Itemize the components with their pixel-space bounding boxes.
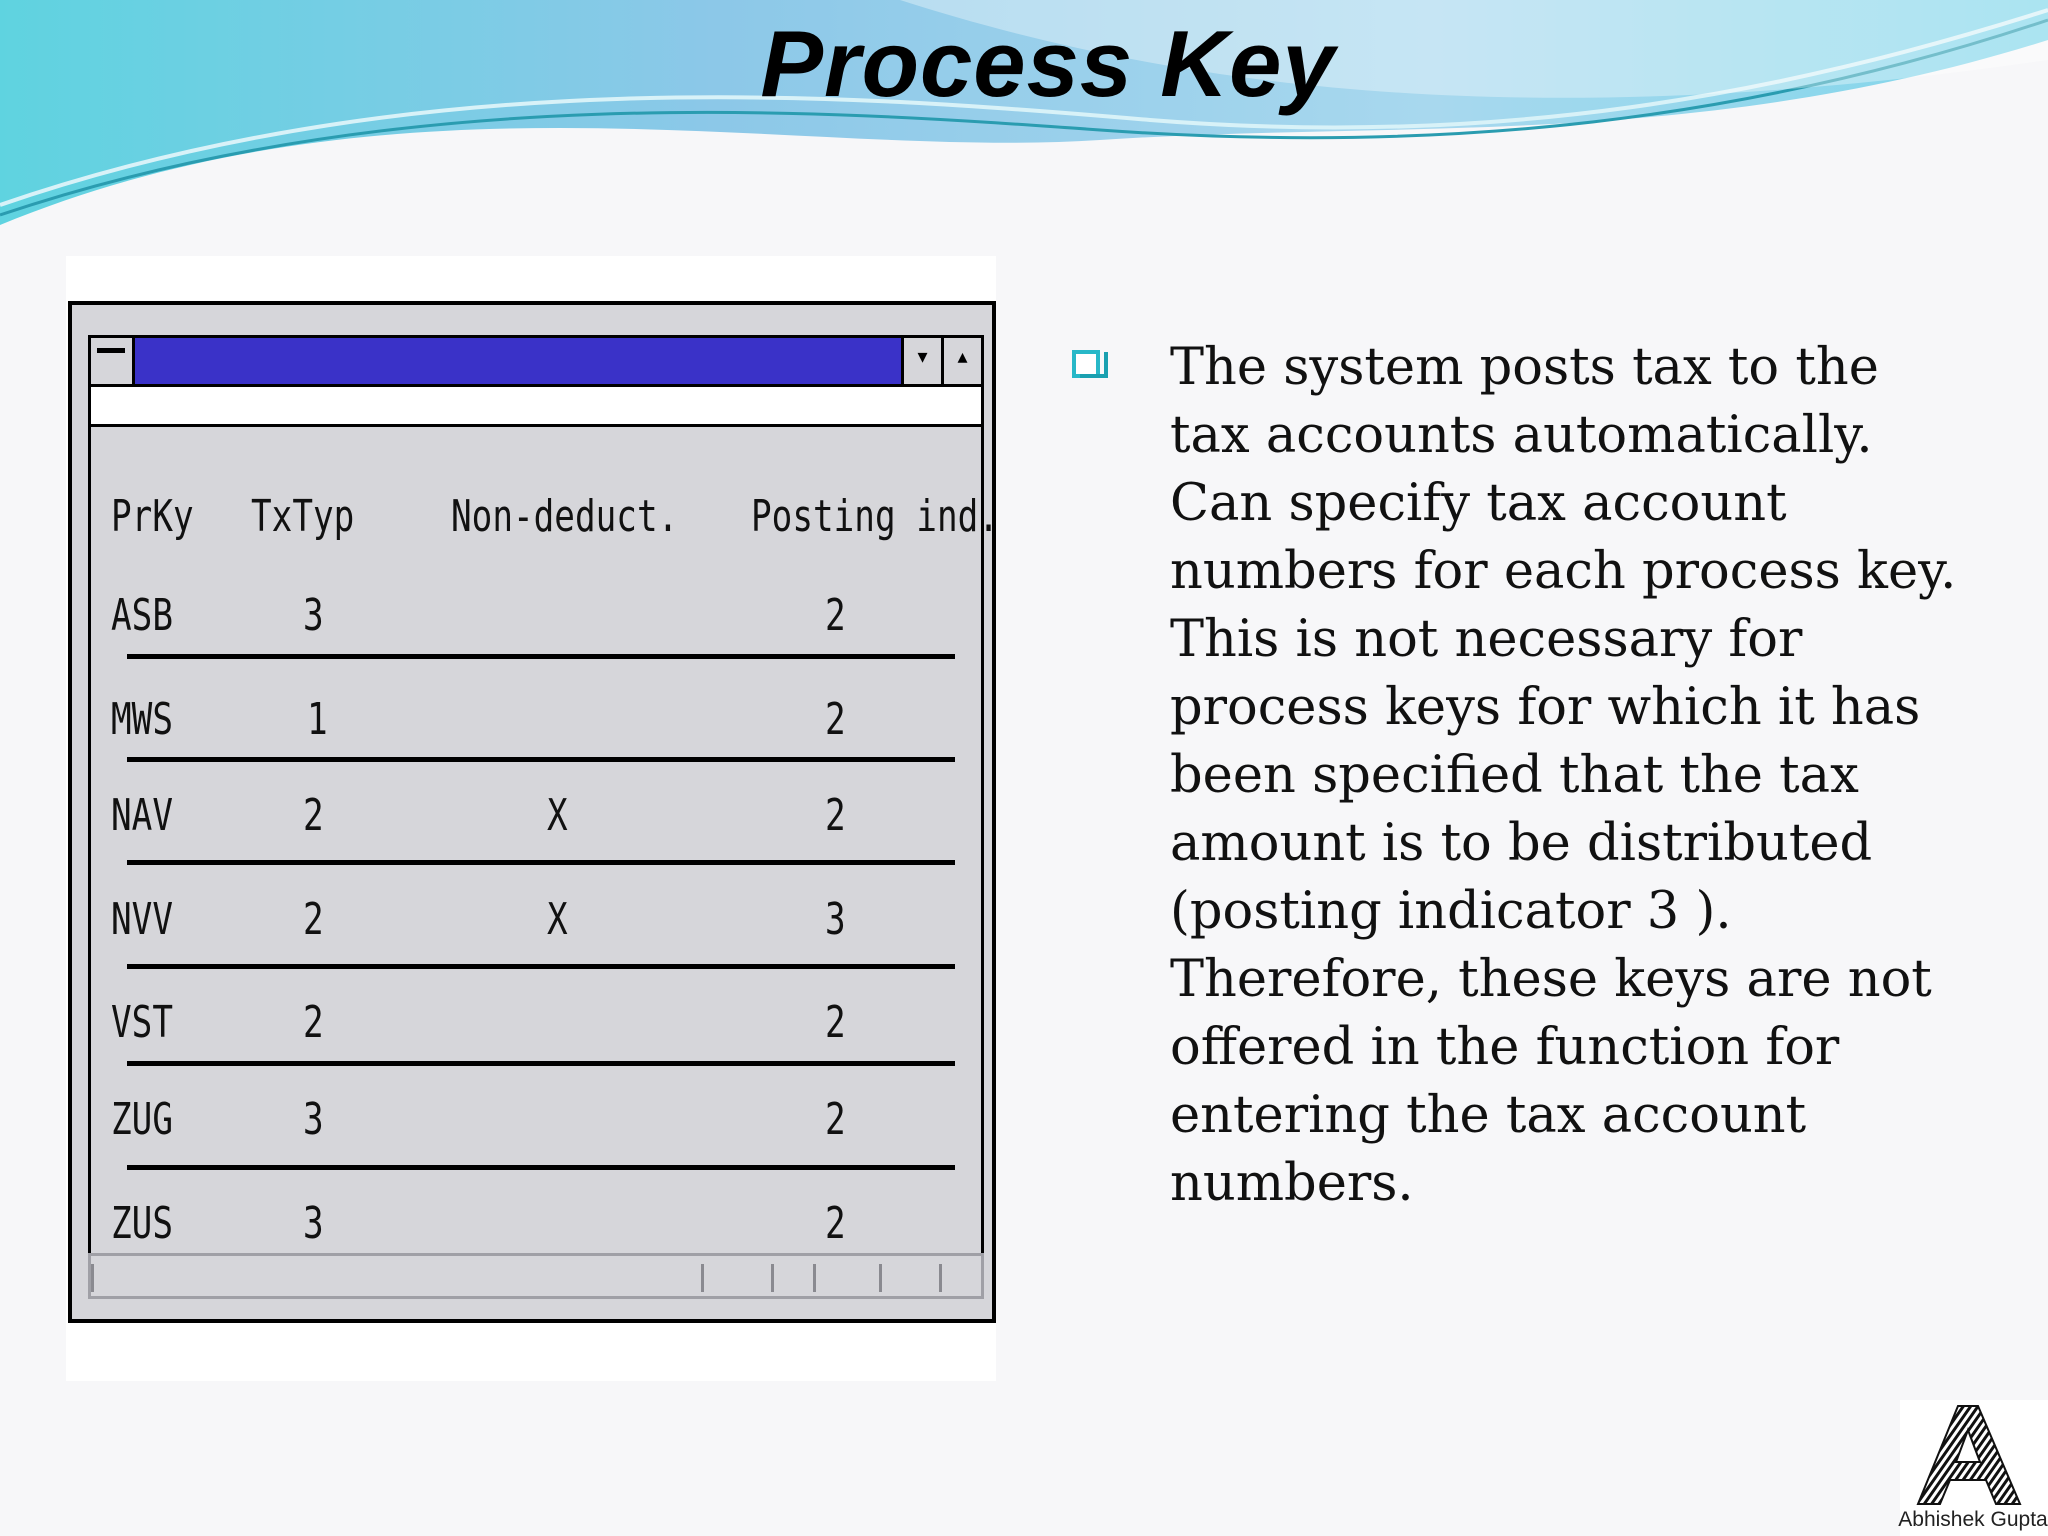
table-row-txtyp: 1 [307,694,328,745]
table-row-posting: 2 [825,694,846,745]
status-divider [879,1264,882,1292]
table-row-posting: 2 [825,997,846,1048]
row-divider [127,654,955,659]
table-row-prky: MWS [111,694,173,745]
table-row-txtyp: 2 [303,997,324,1048]
table-row-prky: ZUG [111,1094,173,1145]
status-divider [771,1264,774,1292]
table-row-nondeduct: X [547,790,568,841]
process-key-table [88,427,999,1255]
column-header-non-deduct: Non-deduct. [451,491,679,542]
row-divider [127,1165,955,1170]
slide-title: Process Key [760,11,1336,116]
status-divider [91,1264,94,1292]
table-row-posting: 2 [825,1198,846,1249]
system-menu-button[interactable] [91,338,135,384]
row-divider [127,860,955,865]
minimize-button[interactable]: ▾ [901,338,941,384]
author-caption: Abhishek Gupta [1898,1508,2048,1531]
table-row-posting: 3 [825,894,846,945]
column-header-prky: PrKy [111,491,194,542]
table-row-posting: 2 [825,790,846,841]
table-row-prky: NVV [111,894,173,945]
process-key-window [68,301,999,1323]
column-header-txtyp: TxTyp [251,491,355,542]
table-row-txtyp: 2 [303,790,324,841]
bullet-box-icon [1072,350,1100,378]
row-divider [127,757,955,762]
table-row-txtyp: 2 [303,894,324,945]
bullet-paragraph: The system posts tax to the tax accounts automatically. Can specify tax account numbers for each process key. This is not necessary for process keys for which it has been specified that the tax amount is to be distributed (posting indicator 3 ). Therefore, these keys are not offered in the function for entering the tax account numbers. [1170,338,1957,1213]
menu-bar[interactable] [88,387,984,427]
table-row-prky: NAV [111,790,173,841]
table-row-prky: VST [111,997,173,1048]
table-row-posting: 2 [825,590,846,641]
table-row-txtyp: 3 [303,1094,324,1145]
status-divider [939,1264,942,1292]
table-row-txtyp: 3 [303,590,324,641]
maximize-button[interactable]: ▴ [941,338,981,384]
status-divider [701,1264,704,1292]
row-divider [127,964,955,969]
table-row-nondeduct: X [547,894,568,945]
column-header-posting-ind: Posting ind. [751,491,999,542]
status-divider [813,1264,816,1292]
table-row-txtyp: 3 [303,1198,324,1249]
table-row-prky: ZUS [111,1198,173,1249]
status-bar [88,1253,984,1299]
table-row-posting: 2 [825,1094,846,1145]
window-titlebar[interactable] [88,335,984,387]
row-divider [127,1061,955,1066]
table-row-prky: ASB [111,590,173,641]
